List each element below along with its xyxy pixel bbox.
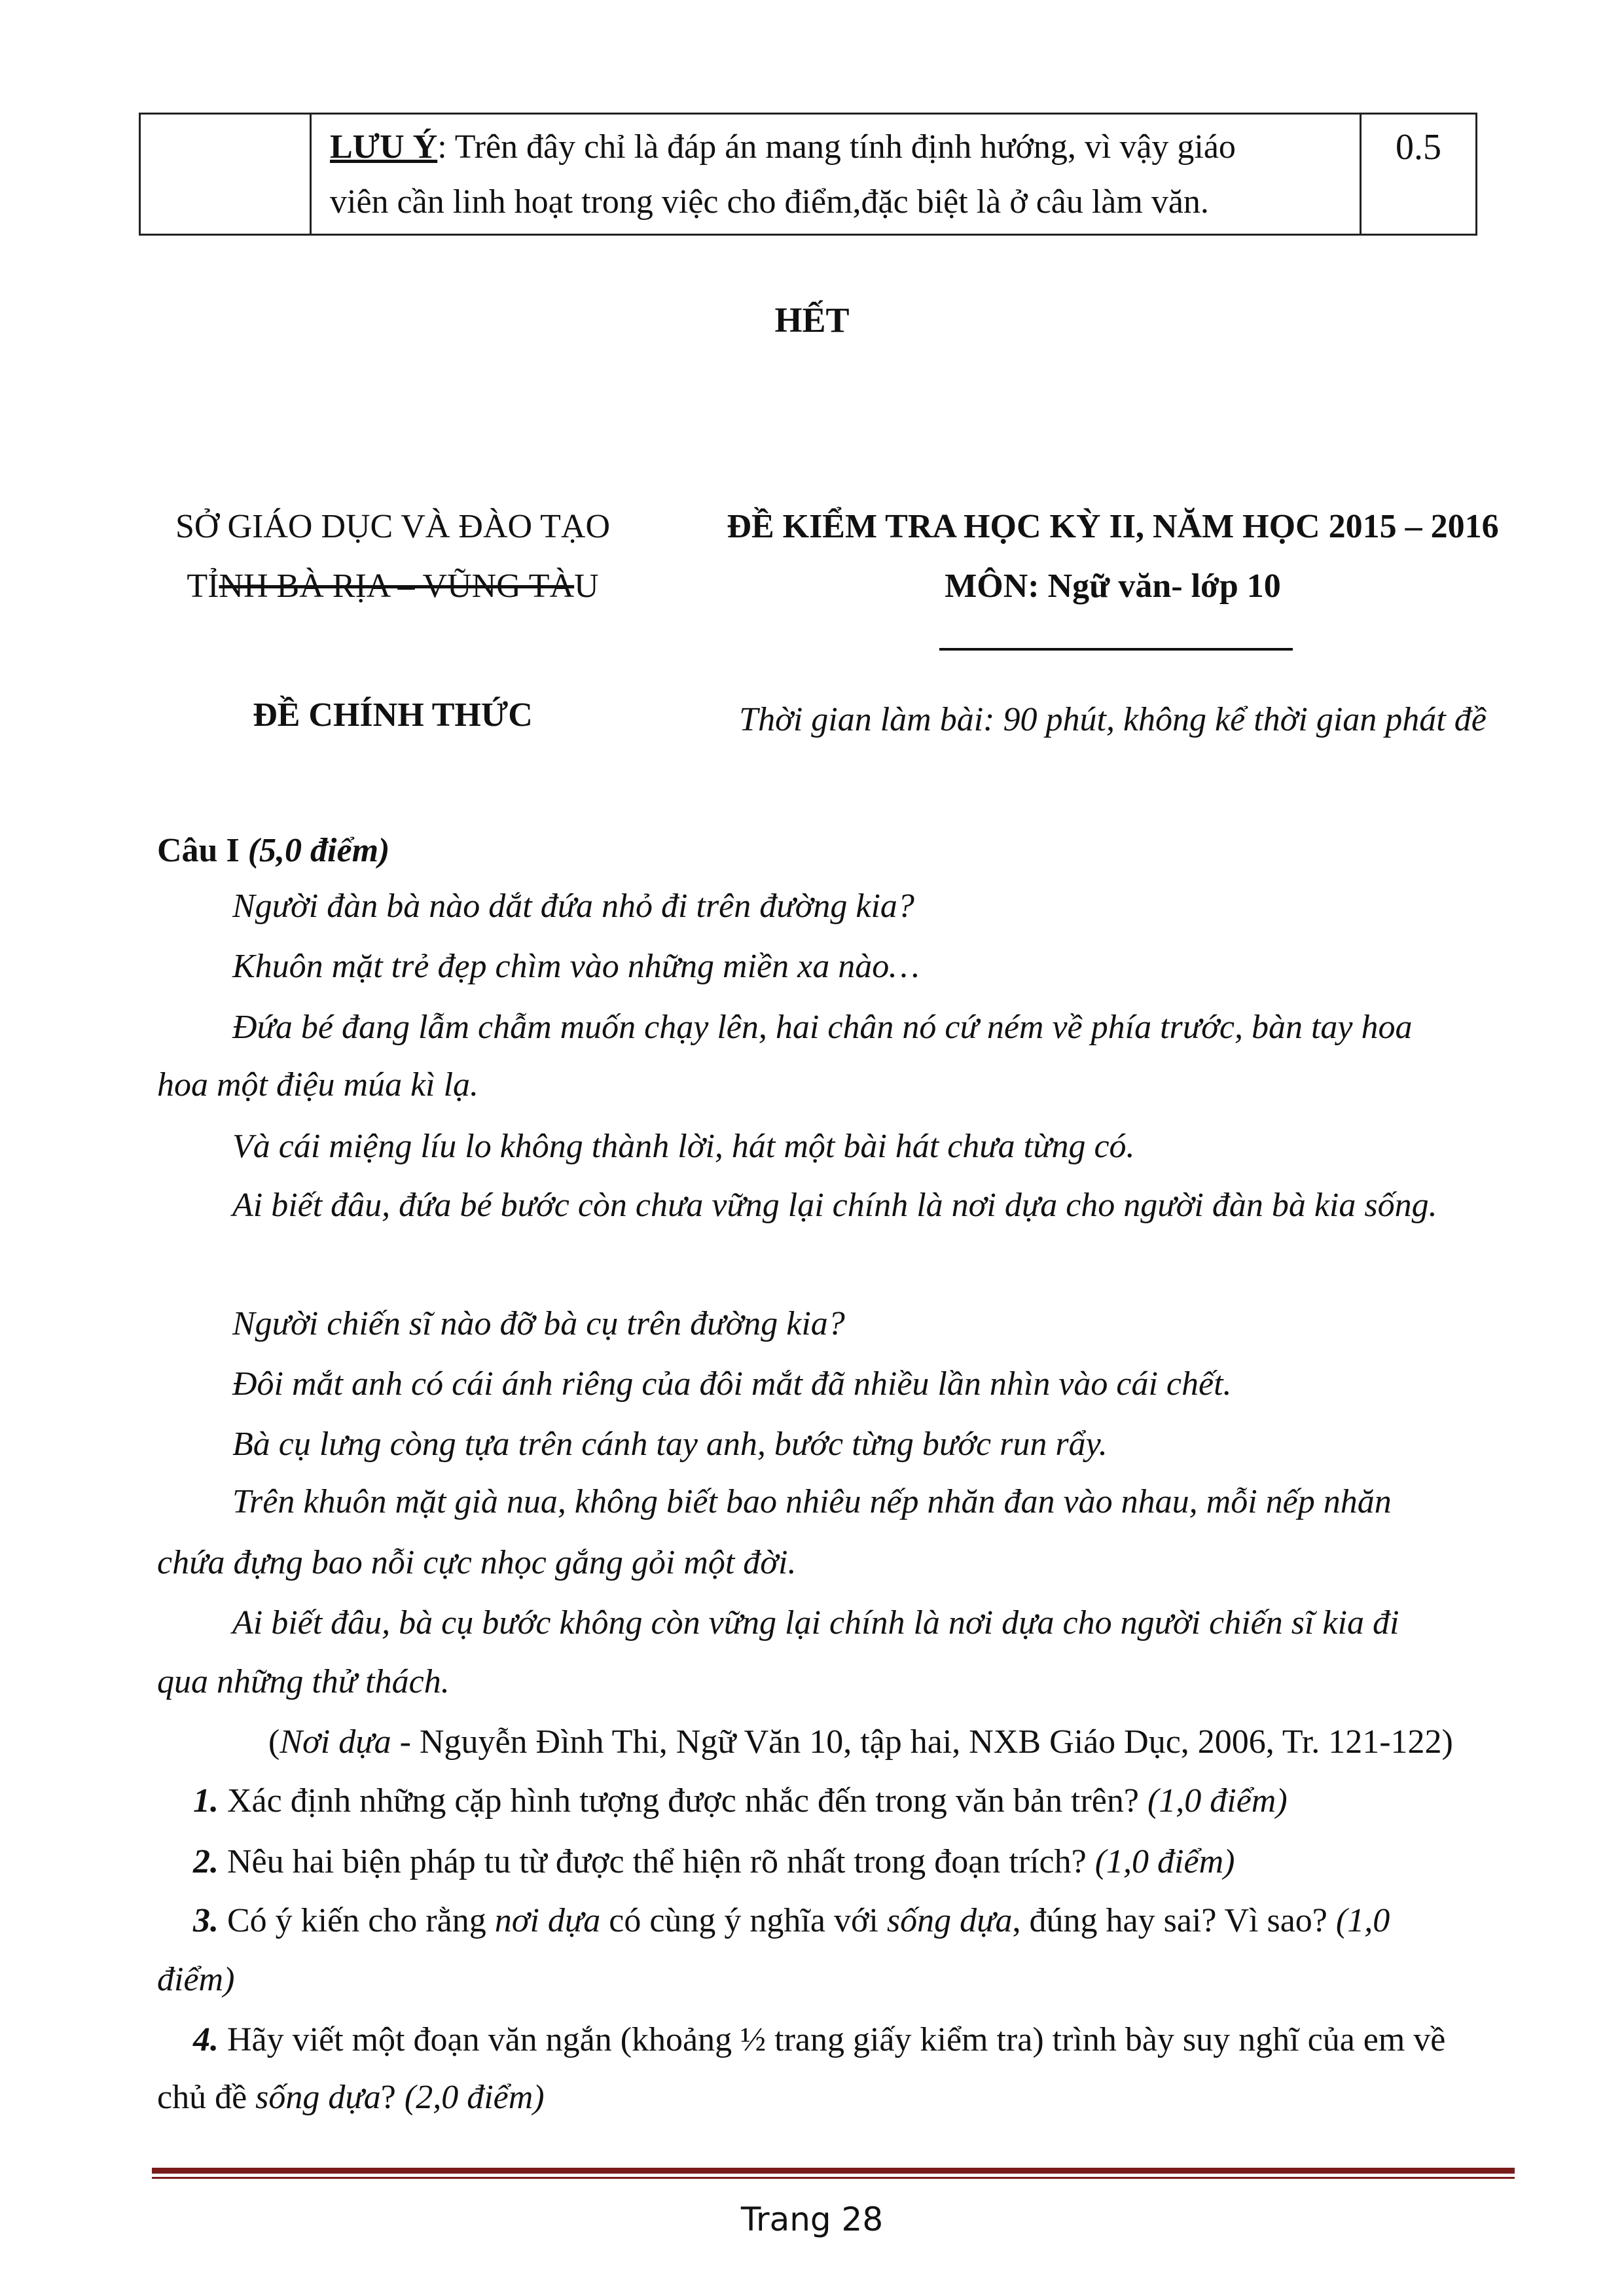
task-points: (1,0 điểm) [1147,1782,1288,1820]
poem-line: Người đàn bà nào dắt đứa nhỏ đi trên đường kia? [232,888,914,925]
task-number: 4. [193,2021,219,2058]
task-1 [193,1782,1288,1820]
note-label: LƯU Ý [330,128,438,166]
task-text: chủ đề [157,2079,256,2116]
empty-cell [140,114,311,235]
poem-line: Đôi mắt anh có cái ánh riêng của đôi mắt đã nhiều lần nhìn vào cái chết. [232,1365,1232,1403]
task-2 [193,1842,1235,1881]
official-exam-label: ĐỀ CHÍNH THỨC [253,696,533,734]
poem-line: Trên khuôn mặt già nua, không biết bao nhiêu nếp nhăn đan vào nhau, mỗi nếp nhăn [232,1483,1392,1520]
task-term: sống dựa [255,2079,381,2116]
question-heading [157,831,389,870]
task-3 [193,1901,1390,1940]
task-number: 3. [193,1902,219,1939]
note-line-2: viên cần linh hoạt trong việc cho điểm,đặc biệt là ở câu làm văn. [330,183,1209,221]
task-points: (1,0 điểm) [1094,1843,1235,1880]
score-value: 0.5 [1396,127,1441,168]
poem-line: Và cái miệng líu lo không thành lời, hát một bài hát chưa từng có. [232,1128,1135,1165]
task-points: (2,0 điểm) [404,2079,545,2116]
task-4-cont [157,2078,545,2117]
poem-line: Người chiến sĩ nào đỡ bà cụ trên đường kia? [232,1305,845,1342]
task-text: Nêu hai biện pháp tu từ được thể hiện rõ nhất trong đoạn trích? [219,1843,1095,1880]
poem-line: Ai biết đâu, đứa bé bước còn chưa vững lại chính là nơi dựa cho người đàn bà kia sống. [232,1187,1437,1224]
province-suffix: U [574,567,599,605]
source-rest: - Nguyễn Đình Thi, Ngữ Văn 10, tập hai, NXB Giáo Dục, 2006, Tr. 121-122) [391,1723,1453,1761]
task-text: Xác định những cặp hình tượng được nhắc đến trong văn bản trên? [219,1782,1147,1820]
note-cell [311,114,1361,235]
end-mark: HẾT [774,300,850,340]
header-divider [939,648,1293,651]
task-3-cont [157,1960,234,1999]
poem-line: hoa một điệu múa kì lạ. [157,1066,479,1103]
task-points: (1,0 [1335,1902,1390,1939]
poem-line: Ai biết đâu, bà cụ bước không còn vững lại chính là nơi dựa cho người chiến sĩ kia đi [232,1604,1399,1641]
task-number: 1. [193,1782,219,1820]
poem-source [268,1723,1453,1761]
task-term: sống dựa [886,1902,1013,1939]
footer-rule [152,2168,1515,2174]
task-text: có cùng ý nghĩa với [600,1902,887,1939]
score-cell [1361,114,1477,235]
note-line-1: : Trên đây chỉ là đáp án mang tính định hướng, vì vậy giáo [437,128,1236,166]
poem-line: chứa đựng bao nỗi cực nhọc gắng gỏi một đời. [157,1544,797,1581]
task-text: Hãy viết một đoạn văn ngắn (khoảng ½ trang giấy kiểm tra) trình bày suy nghĩ của em về [219,2021,1446,2058]
poem-line: Bà cụ lưng còng tựa trên cánh tay anh, bước từng bước run rẩy. [232,1426,1108,1463]
question-points: (5,0 điểm) [247,832,390,869]
poem-line: Khuôn mặt trẻ đẹp chìm vào những miền xa nào… [232,948,920,985]
task-text: , đúng hay sai? Vì sao? [1012,1902,1336,1939]
task-points: điểm) [157,1961,235,1998]
page-number: Trang 28 [740,2200,884,2238]
province-struck: NH BÀ RỊA – VŨNG TÀ [219,567,575,605]
poem-line: qua những thử thách. [157,1663,450,1700]
task-text: Có ý kiến cho rằng [219,1902,495,1939]
task-4 [193,2020,1445,2059]
source-open: ( [268,1723,280,1761]
task-text: ? [380,2079,405,2116]
note-text [312,115,1360,230]
task-term: nơi dựa [494,1902,601,1939]
question-label: Câu I [157,832,248,869]
exam-time: Thời gian làm bài: 90 phút, không kể thời gian phát đề [739,701,1487,738]
poem-line: Đứa bé đang lẫm chẫm muốn chạy lên, hai chân nó cứ ném về phía trước, bàn tay hoa [232,1009,1413,1046]
subject-line: MÔN: Ngữ văn- lớp 10 [945,567,1281,605]
source-title: Nơi dựa [280,1723,391,1761]
task-number: 2. [193,1843,219,1880]
answer-note-table [139,113,1477,236]
department-name: SỞ GIÁO DỤC VÀ ĐÀO TẠO [175,508,610,545]
province-name [160,567,625,605]
exam-title: ĐỀ KIỂM TRA HỌC KỲ II, NĂM HỌC 2015 – 2016 [727,508,1499,545]
province-prefix: TỈ [187,567,219,605]
footer-rule-thin [152,2177,1515,2179]
